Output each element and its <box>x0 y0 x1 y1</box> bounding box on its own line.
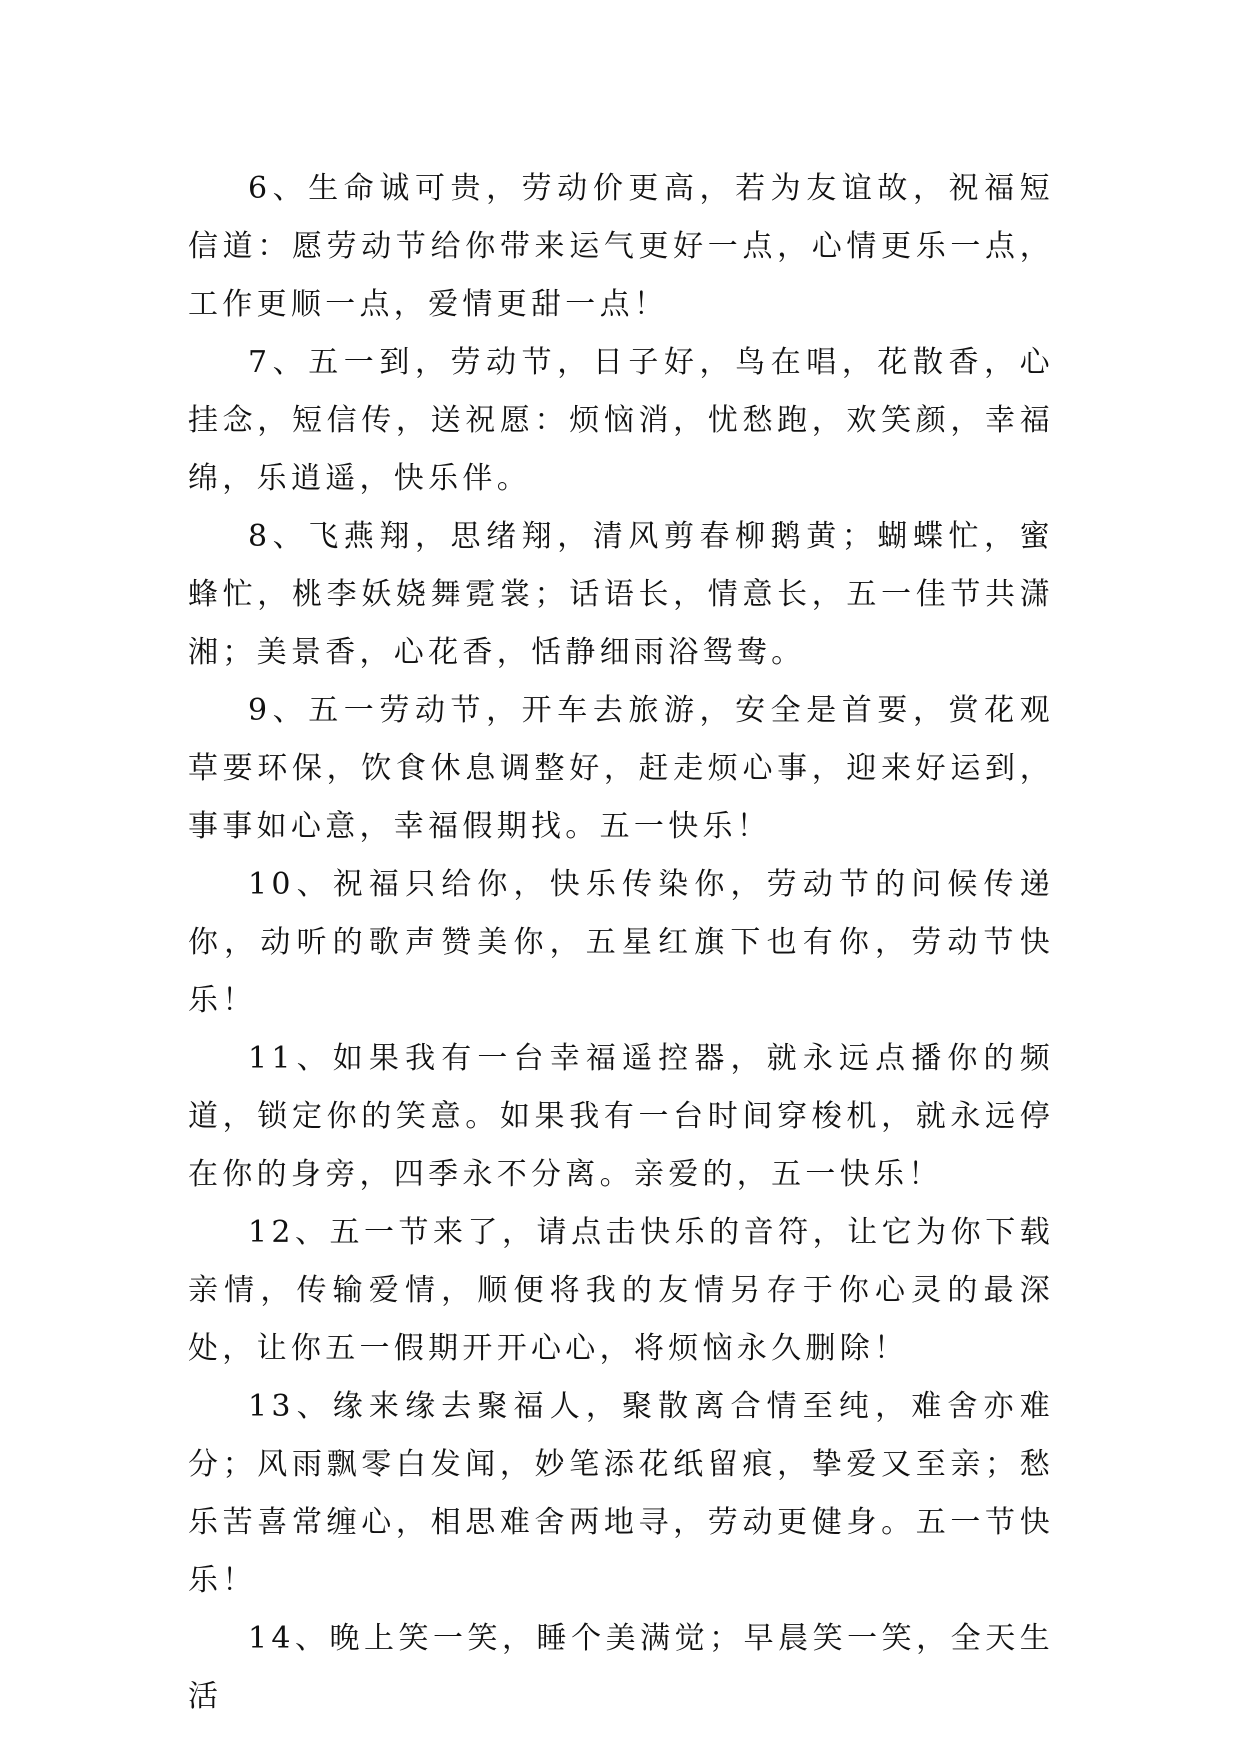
paragraph-11: 11、如果我有一台幸福遥控器，就永远点播你的频道，锁定你的笑意。如果我有一台时间穿梭机，就永远停在你的身旁，四季永不分离。亲爱的，五一快乐！ <box>188 1041 1054 1192</box>
paragraph-7: 7、五一到，劳动节，日子好，鸟在唱，花散香，心挂念，短信传，送祝愿：烦恼消，忧愁跑，欢笑颜，幸福绵，乐逍遥，快乐伴。 <box>188 345 1054 496</box>
paragraph-10: 10、祝福只给你，快乐传染你，劳动节的问候传递你，动听的歌声赞美你，五星红旗下也有你，劳动节快乐！ <box>188 867 1054 1018</box>
paragraph-14: 14、晚上笑一笑，睡个美满觉；早晨笑一笑，全天生活 <box>188 1621 1054 1714</box>
paragraph-12: 12、五一节来了，请点击快乐的音符，让它为你下载亲情，传输爱情，顺便将我的友情另存于你心灵的最深处，让你五一假期开开心心，将烦恼永久删除！ <box>188 1215 1054 1366</box>
paragraph-6: 6、生命诚可贵，劳动价更高，若为友谊故，祝福短信道：愿劳动节给你带来运气更好一点，心情更乐一点，工作更顺一点，爱情更甜一点！ <box>188 171 1054 322</box>
document-body <box>188 160 1054 1726</box>
paragraph-8: 8、飞燕翔，思绪翔，清风剪春柳鹅黄；蝴蝶忙，蜜蜂忙，桃李妖娆舞霓裳；话语长，情意长，五一佳节共潇湘；美景香，心花香，恬静细雨浴鸳鸯。 <box>188 519 1054 670</box>
paragraph-9: 9、五一劳动节，开车去旅游，安全是首要，赏花观草要环保，饮食休息调整好，赶走烦心事，迎来好运到，事事如心意，幸福假期找。五一快乐！ <box>188 693 1054 844</box>
paragraph-13: 13、缘来缘去聚福人，聚散离合情至纯，难舍亦难分；风雨飘零白发闻，妙笔添花纸留痕，挚爱又至亲；愁乐苦喜常缠心，相思难舍两地寻，劳动更健身。五一节快乐！ <box>188 1389 1054 1598</box>
